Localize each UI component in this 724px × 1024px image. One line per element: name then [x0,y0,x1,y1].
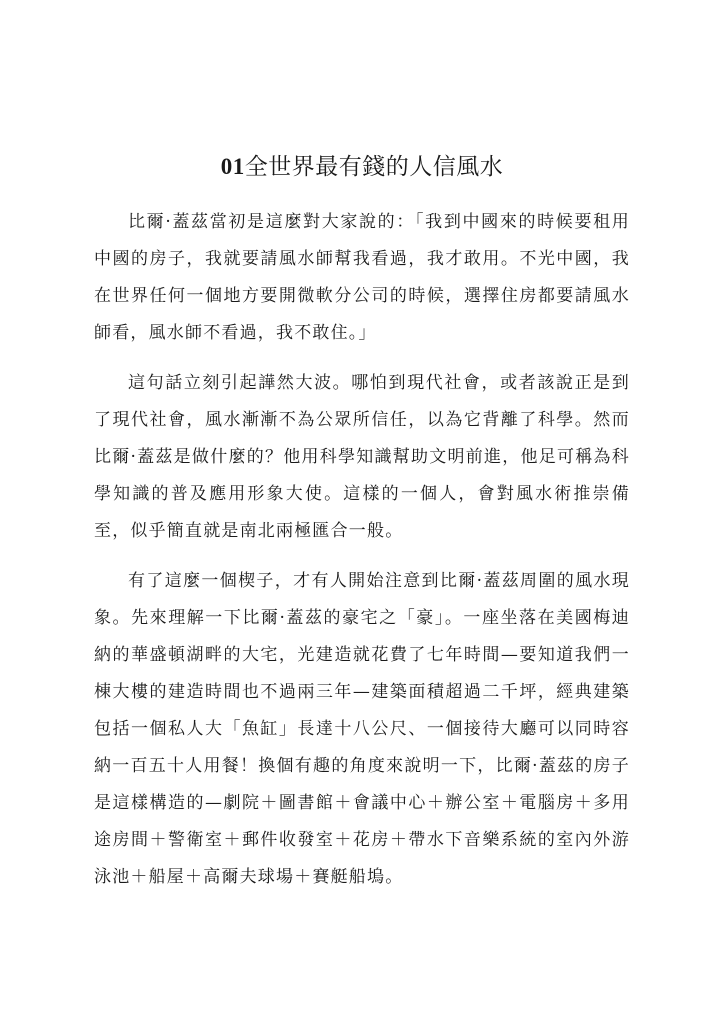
body-text [94,204,630,909]
title-number: 01 [220,154,245,179]
paragraph: 比爾·蓋茲當初是這麼對大家說的：「我到中國來的時候要租用中國的房子，我就要請風水師幫我看過，我才敢用。不光中國，我在世界任何一個地方要開微軟分公司的時候，選擇住房都要請風水師看，風水師不看過，我不敢住。」 [94,212,630,343]
title-text: 全世界最有錢的人信風水 [244,154,504,180]
page-title [94,150,630,184]
paragraph: 有了這麼一個楔子，才有人開始注意到比爾·蓋茲周圍的風水現象。先來理解一下比爾·蓋茲的豪宅之「豪」。一座坐落在美國梅迪納的華盛頓湖畔的大宅，光建造就花費了七年時間—要知道我們一棟大樓的建造時間也不過兩三年—建築面積超過二千坪，經典建築包括一個私人大「魚缸」長達十八公尺、一個接待大廳可以同時容納一百五十人用餐！換個有趣的角度來說明一下，比爾·蓋茲的房子是這樣構造的—劇院＋圖書館＋會議中心＋辦公室＋電腦房＋多用途房間＋警衛室＋郵件收發室＋花房＋帶水下音樂系統的室內外游泳池＋船屋＋高爾夫球場＋賽艇船塢。 [94,571,630,887]
paragraph: 這句話立刻引起譁然大波。哪怕到現代社會，或者該說正是到了現代社會，風水漸漸不為公眾所信任，以為它背離了科學。然而比爾·蓋茲是做什麼的？他用科學知識幫助文明前進，他足可稱為科學知識的普及應用形象大使。這樣的一個人，會對風水術推崇備至，似乎簡直就是南北兩極匯合一般。 [94,373,630,541]
